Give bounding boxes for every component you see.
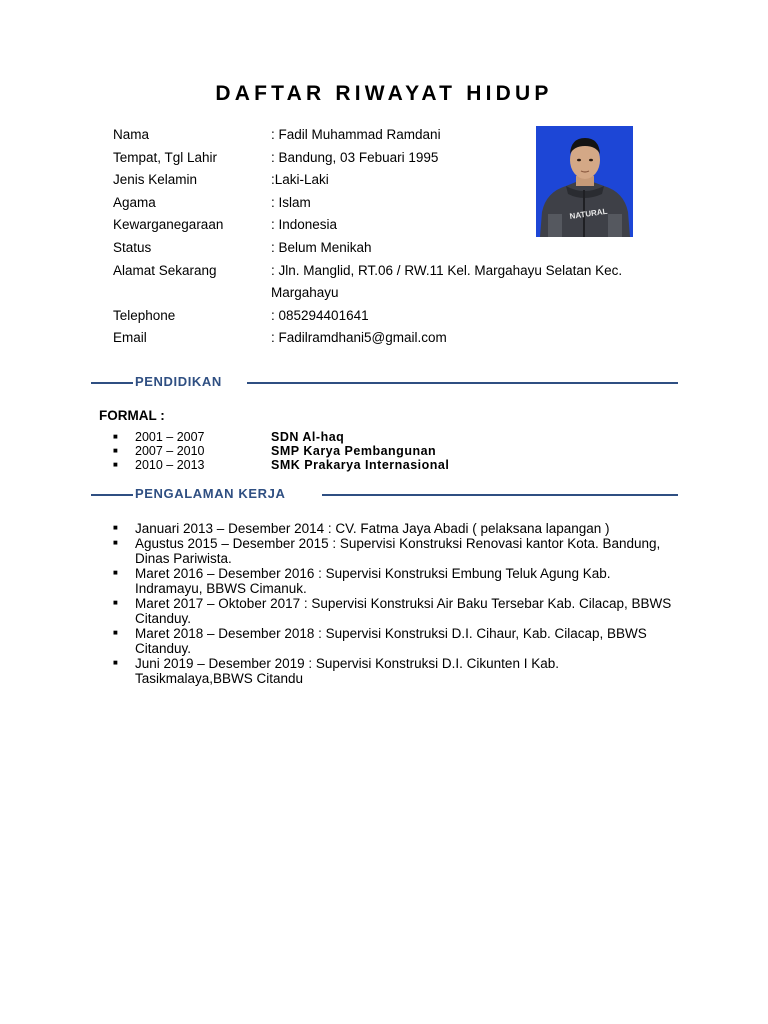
education-years: 2007 – 2010 <box>135 444 205 458</box>
section-line-right <box>322 494 678 496</box>
section-line-right <box>247 382 678 384</box>
info-value: : Islam <box>271 194 311 210</box>
info-label: Telephone <box>113 307 176 323</box>
info-label: Kewarganegaraan <box>113 217 224 233</box>
info-row-alamat <box>113 260 671 305</box>
bullet-square-icon: ■ <box>113 568 118 577</box>
bullet-square-icon: ■ <box>113 446 118 455</box>
work-item-text: Juni 2019 – Desember 2019 : Supervisi Konstruksi D.I. Cikunten I Kab. Tasikmalaya,BBWS Citandu <box>135 656 559 686</box>
work-list <box>113 521 683 686</box>
info-row-email <box>113 327 671 350</box>
shirt-print: NATURAL <box>569 206 608 221</box>
bullet-square-icon: ■ <box>113 538 118 547</box>
info-value: : 085294401641 <box>271 307 369 323</box>
bullet-square-icon: ■ <box>113 460 118 469</box>
bullet-square-icon: ■ <box>113 598 118 607</box>
info-row-status <box>113 237 671 260</box>
work-item <box>113 656 683 686</box>
work-item <box>113 536 683 566</box>
info-label: Nama <box>113 127 150 142</box>
profile-photo <box>536 126 633 237</box>
education-item <box>113 430 449 444</box>
education-years: 2010 – 2013 <box>135 458 205 472</box>
info-value: :Laki-Laki <box>271 172 329 188</box>
work-item-text: Agustus 2015 – Desember 2015 : Supervisi Konstruksi Renovasi kantor Kota. Bandung, Dinas Pariwista. <box>135 536 661 566</box>
info-value: : Indonesia <box>271 217 338 233</box>
formal-subheading: FORMAL : <box>99 408 165 423</box>
info-label: Email <box>113 330 147 346</box>
bullet-square-icon: ■ <box>113 658 118 667</box>
bullet-square-icon: ■ <box>113 628 118 637</box>
education-school: SMP Karya Pembangunan <box>271 444 437 458</box>
education-item <box>113 444 449 458</box>
work-item-text: Januari 2013 – Desember 2014 : CV. Fatma Jaya Abadi ( pelaksana lapangan ) <box>135 521 610 536</box>
bullet-square-icon: ■ <box>113 432 118 441</box>
work-item-text: Maret 2018 – Desember 2018 : Supervisi Konstruksi D.I. Cihaur, Kab. Cilacap, BBWS Citanduy. <box>135 626 647 656</box>
info-value: : Fadil Muhammad Ramdani <box>271 127 441 142</box>
work-item <box>113 596 683 626</box>
work-item-text: Maret 2017 – Oktober 2017 : Supervisi Konstruksi Air Baku Tersebar Kab. Cilacap, BBWS Citanduy. <box>135 596 672 626</box>
section-line-left <box>91 494 133 496</box>
info-label: Tempat, Tgl Lahir <box>113 149 218 165</box>
section-heading: PENGALAMAN KERJA <box>135 486 286 501</box>
section-heading: PENDIDIKAN <box>135 374 222 389</box>
info-label: Jenis Kelamin <box>113 172 198 188</box>
work-item <box>113 626 683 656</box>
work-item <box>113 566 683 596</box>
education-school: SMK Prakarya Internasional <box>271 458 450 472</box>
info-label: Alamat Sekarang <box>113 262 217 278</box>
profile-photo-illustration <box>536 126 633 237</box>
info-row-telephone <box>113 305 671 328</box>
section-line-left <box>91 382 133 384</box>
info-label: Agama <box>113 194 156 210</box>
education-list <box>113 430 449 472</box>
section-pengalaman-kerja <box>91 486 678 502</box>
work-item-text: Maret 2016 – Desember 2016 : Supervisi Konstruksi Embung Teluk Agung Kab. Indramayu, BBWS Cimanuk. <box>135 566 611 596</box>
info-value: : Belum Menikah <box>271 239 372 255</box>
document-title: DAFTAR RIWAYAT HIDUP <box>215 82 553 105</box>
education-school: SDN Al-haq <box>271 430 345 444</box>
info-label: Status <box>113 239 152 255</box>
info-value: : Bandung, 03 Febuari 1995 <box>271 149 439 165</box>
work-item <box>113 521 683 536</box>
bullet-square-icon: ■ <box>113 523 118 532</box>
section-pendidikan <box>91 374 678 390</box>
info-value: : Fadilramdhani5@gmail.com <box>271 330 447 346</box>
info-value: : Jln. Manglid, RT.06 / RW.11 Kel. Margahayu Selatan Kec. Margahayu <box>271 262 623 301</box>
education-item <box>113 458 449 472</box>
education-years: 2001 – 2007 <box>135 430 205 444</box>
